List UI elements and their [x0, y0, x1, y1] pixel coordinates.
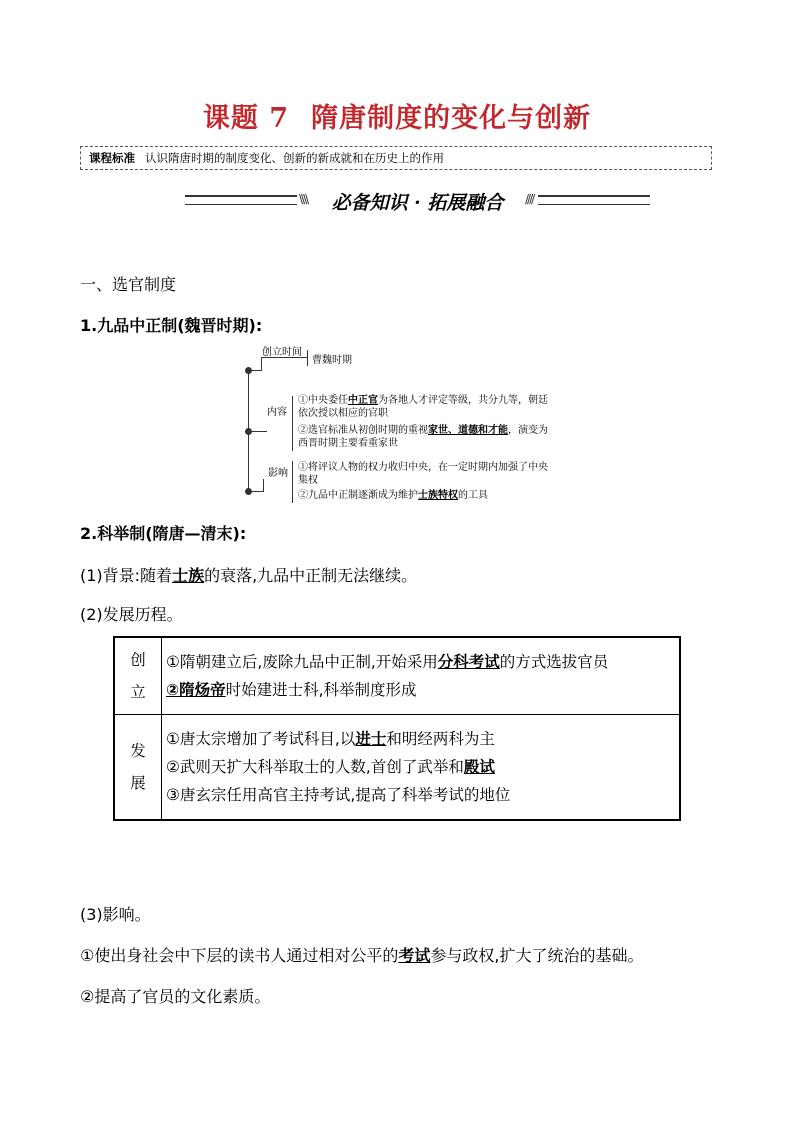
development-line-3: ③唐玄宗任用高官主持考试,提高了科举考试的地位: [166, 786, 511, 804]
development-heading: (2)发展历程。: [80, 605, 183, 624]
tree-impact-b: ②九品中正制逐渐成为维护士族特权的工具: [298, 490, 488, 501]
tree-text-time: 曹魏时期: [312, 355, 352, 366]
tree-bracket-3: [292, 461, 293, 503]
row-content-development: [162, 715, 681, 821]
impact-heading: (3)影响。: [80, 905, 151, 924]
tree-label-time: 创立时间: [262, 347, 302, 358]
standard-label: 课程标准: [89, 151, 135, 165]
impact-line-1: ①使出身社会中下层的读书人通过相对公平的考试参与政权,扩大了统治的基础。: [80, 946, 644, 965]
lesson-title: 隋唐制度的变化与创新: [311, 103, 592, 134]
lesson-number: 课题 7: [202, 103, 290, 134]
item2-heading: 2.科举制(隋唐—清末):: [80, 524, 247, 543]
development-line-1: ①唐太宗增加了考试科目,以进士和明经两科为主: [166, 730, 495, 748]
banner-right-rule: [538, 195, 650, 205]
banner-left-rule: [185, 195, 297, 205]
section-banner: [185, 190, 650, 212]
tree-branch-3-up: [263, 479, 264, 492]
jiupin-tree-diagram: [240, 346, 560, 502]
section-heading: 一、选官制度: [80, 275, 177, 294]
banner-text: 必备知识 · 拓展融合: [331, 192, 504, 214]
tree-impact-a: ①将评议人物的权力收归中央，在一定时期内加强了中央集权: [298, 462, 548, 486]
row-content-founding: [162, 637, 681, 715]
development-line-2: ②武则天扩大科举取士的人数,首创了武举和殿试: [166, 758, 495, 776]
page-title: [0, 96, 794, 135]
tree-content-a: ①中央委任中正官为各地人才评定等级，共分九等，朝廷依次授以相应的官职: [298, 395, 548, 419]
banner-right-hatch: ////: [525, 192, 534, 206]
tree-branch-3: [249, 491, 263, 492]
banner-left-hatch: \\\\: [299, 192, 308, 206]
curriculum-standard-box: [80, 146, 712, 170]
table-row: [114, 715, 680, 821]
tree-branch-1: [249, 370, 261, 371]
tree-bracket-1: [307, 350, 308, 366]
tree-bracket-2: [292, 396, 293, 451]
tree-branch-1-up: [261, 357, 262, 371]
row-head-development: 发 展: [114, 715, 162, 821]
standard-text: 认识隋唐时期的制度变化、创新的新成就和在历史上的作用: [145, 151, 444, 165]
tree-content-b: ②选官标准从初创时期的重视家世、道德和才能，演变为西晋时期主要看重家世: [298, 425, 548, 449]
impact-line-2: ②提高了官员的文化素质。: [80, 987, 271, 1006]
founding-line-2: ②隋炀帝时始建进士科,科举制度形成: [166, 681, 417, 699]
founding-line-1: ①隋朝建立后,废除九品中正制,开始采用分科考试的方式选拔官员: [166, 653, 609, 671]
item1-heading: 1.九品中正制(魏晋时期):: [80, 316, 263, 335]
table-row: [114, 637, 680, 715]
tree-label-content: 内容: [267, 407, 287, 418]
tree-label-impact: 影响: [268, 468, 288, 479]
tree-branch-2: [249, 431, 267, 432]
background-line: (1)背景:随着士族的衰落,九品中正制无法继续。: [80, 566, 418, 585]
row-head-founding: 创 立: [114, 637, 162, 715]
development-table: [113, 636, 681, 821]
